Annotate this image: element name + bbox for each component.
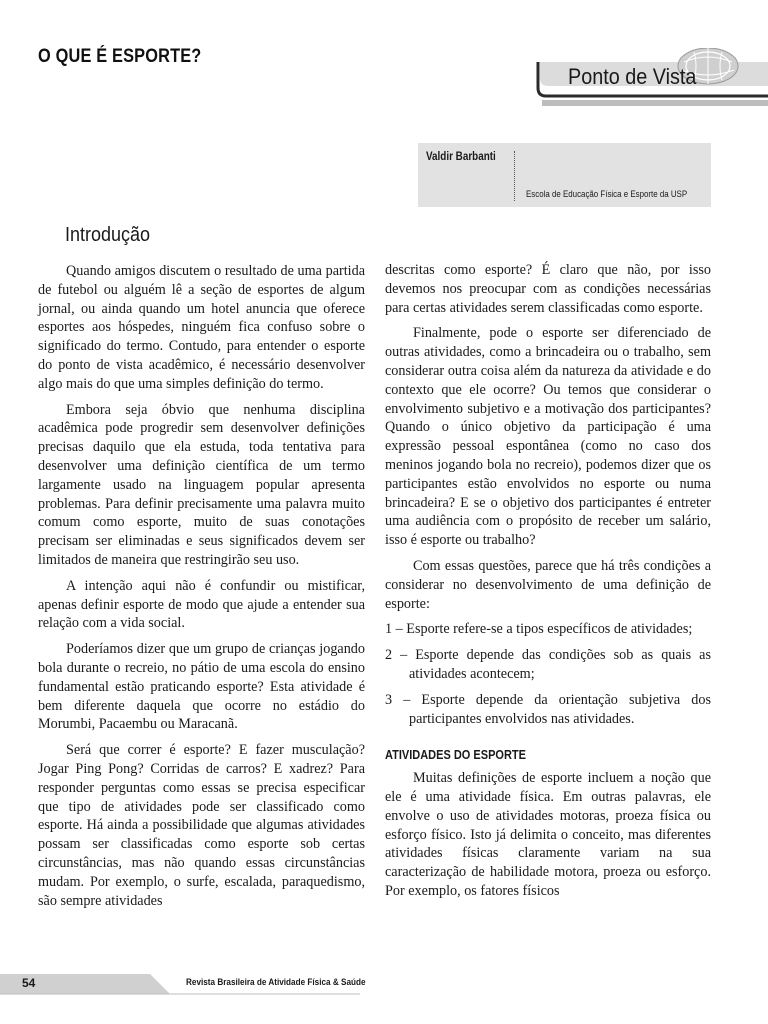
author-name: Valdir Barbanti <box>426 151 496 163</box>
paragraph: Com essas questões, parece que há três condições a considerar no desenvolvimento de uma definição de esporte: <box>385 557 711 612</box>
list-item: 2 – Esporte depende das condições sob as quais as atividades acontecem; <box>385 647 711 682</box>
list-item: 1 – Esporte refere-se a tipos específicos de atividades; <box>385 621 693 638</box>
journal-name: Revista Brasileira de Atividade Física & Saúde <box>186 977 366 988</box>
page-title: O QUE É ESPORTE? <box>38 46 202 67</box>
page-number: 54 <box>22 976 36 990</box>
paragraph: A intenção aqui não é confundir ou mistificar, apenas definir esporte de modo que ajude a entender sua relação com a vida social. <box>38 577 365 632</box>
paragraph: Será que correr é esporte? E fazer musculação? Jogar Ping Pong? Corridas de carros? E xadrez? Para responder perguntas como essas se precisa especificar que tipo de atividades pode ser classificado como esporte. Há ainda a possibilidade que algumas atividades possam ser classificadas como esporte sob certas circunstâncias, mas não quando essas circunstâncias mudam. Por exemplo, o surfe, escalada, paraquedismo, são sempre atividades <box>38 742 365 909</box>
paragraph: Quando amigos discutem o resultado de uma partida de futebol ou alguém lê a seção de esportes de algum jornal, ou ainda quando um hotel anuncia que oferece esportes aos hóspedes, ninguém fica confuso sobre o significado do termo. Contudo, para entender o esporte do ponto de vista acadêmico, é necessário desenvolver algo mais do que uma simples definição do termo. <box>38 263 365 392</box>
right-column <box>385 261 711 908</box>
paragraph: Poderíamos dizer que um grupo de crianças jogando bola durante o recreio, no pátio de uma escola do ensino fundamental estão praticando esporte? Esta atividade é bem diferente daquela que ocorre no estádio do Morumbi, Pacaembu ou Maracanã. <box>38 641 365 733</box>
section-badge <box>528 48 768 110</box>
paragraph: Muitas definições de esporte incluem a noção que ele é uma atividade física. Em outras palavras, ele envolve o uso de atividades motoras, proeza física ou esforço físico. Isto já delimita o conceito, mas diferentes atividades físicas claramente variam na sua caracterização de habilidade motora, proeza ou esforço. Por exemplo, os fatores físicos <box>385 770 711 899</box>
paragraph: Finalmente, pode o esporte ser diferenciado de outras atividades, como a brincadeira ou o trabalho, sem considerar outra coisa além da natureza da atividade e do contexto que ele ocorre? Ou temos que considerar o envolvimento subjetivo e a motivação dos participantes? Quando o único objetivo da participação é uma expressão pessoal espontânea (como no caso dos meninos jogando bola no recreio), podemos dizer que os participantes estão envolvidos no esporte ou numa brincadeira? E se o objetivo dos participantes é entreter uma audiência com o propósito de receber um salário, isso é esporte ou trabalho? <box>385 325 711 549</box>
footer-graphic <box>0 972 768 996</box>
section-title: Introdução <box>65 224 151 246</box>
section-badge-label: Ponto de Vista <box>568 64 697 89</box>
author-affiliation: Escola de Educação Física e Esporte da USP <box>526 189 688 199</box>
paragraph: Embora seja óbvio que nenhuma disciplina acadêmica pode progredir sem desenvolver definições precisas daquilo que ela estuda, toda tentativa para desenvolver uma definição científica de um termo largamente usado na linguagem popular apresenta problemas. Para definir precisamente uma palavra muito comum como esporte, muito de suas conotações precisam ser eliminadas e seus significados devem ser limitados de maneira que restringirão seu uso. <box>38 401 365 568</box>
footer-bar <box>0 972 768 996</box>
list-item: 3 – Esporte depende da orientação subjetiva dos participantes envolvidos nas atividades. <box>385 691 711 727</box>
left-column <box>38 262 365 917</box>
subheading: ATIVIDADES DO ESPORTE <box>385 748 526 763</box>
paragraph: descritas como esporte? É claro que não, por isso devemos nos preocupar com as condições necessárias para certas atividades serem classificadas como esporte. <box>385 262 711 316</box>
author-box <box>418 143 711 207</box>
author-divider <box>514 151 515 201</box>
